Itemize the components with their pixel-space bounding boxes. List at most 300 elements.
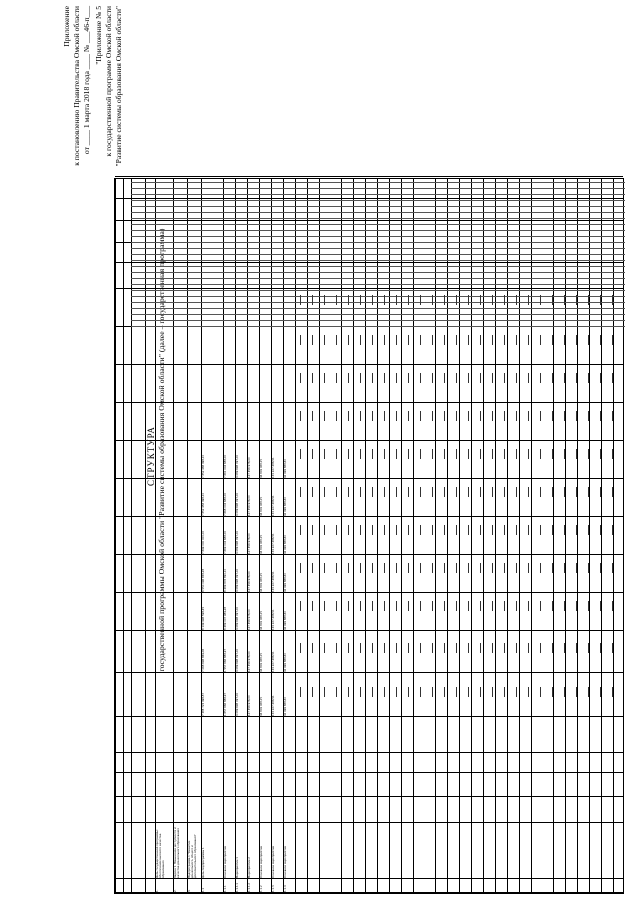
- cell-mark: [348, 525, 349, 535]
- cell-mark: [372, 687, 373, 697]
- cell-mark: [336, 563, 337, 573]
- cell-mark: [504, 411, 505, 421]
- cell-mark: [432, 487, 433, 497]
- row-value: 127 456 978,00: [248, 695, 251, 716]
- cell-mark: [600, 643, 601, 653]
- row-value: 127 456 978,00: [248, 457, 251, 478]
- cell-mark: [552, 601, 553, 611]
- row-name: Основное мероприятие: [260, 845, 263, 878]
- grid-hline: [319, 179, 320, 893]
- cell-mark: [348, 643, 349, 653]
- row-value: 8 149 998 598,45: [202, 606, 205, 630]
- cell-mark: [336, 525, 337, 535]
- cell-mark: [480, 601, 481, 611]
- row-value: 42 999 888,60: [284, 535, 287, 554]
- grid-vline-fine: [131, 308, 625, 309]
- grid-hline: [589, 179, 590, 893]
- row-value: 8 489 876 890,10: [224, 568, 227, 592]
- cell-mark: [540, 563, 541, 573]
- cell-mark: [576, 411, 577, 421]
- grid-hline: [553, 179, 554, 893]
- grid-vline-fine: [131, 314, 625, 315]
- grid-hline: [483, 179, 484, 893]
- grid-vline-fine: [131, 188, 625, 189]
- cell-mark: [516, 601, 517, 611]
- cell-mark: [360, 487, 361, 497]
- cell-mark: [444, 687, 445, 697]
- grid-hline: [565, 179, 566, 893]
- cell-mark: [324, 449, 325, 459]
- cell-mark: [612, 373, 613, 383]
- cell-mark: [408, 295, 409, 305]
- cell-mark: [348, 601, 349, 611]
- grid-hline: [459, 179, 460, 893]
- cell-mark: [480, 449, 481, 459]
- cell-mark: [312, 525, 313, 535]
- cell-mark: [480, 525, 481, 535]
- cell-mark: [408, 487, 409, 497]
- cell-mark: [312, 687, 313, 697]
- grid-hline: [145, 179, 146, 893]
- cell-mark: [516, 295, 517, 305]
- grid-hline: [507, 179, 508, 893]
- grid-vline-fine: [131, 266, 625, 267]
- grid-hline: [447, 179, 448, 893]
- cell-mark: [612, 335, 613, 345]
- cell-mark: [444, 295, 445, 305]
- cell-mark: [480, 563, 481, 573]
- cell-mark: [456, 525, 457, 535]
- cell-mark: [600, 487, 601, 497]
- row-name: Основное мероприятие: [272, 845, 275, 878]
- cell-mark: [552, 373, 553, 383]
- grid-vline-fine: [131, 182, 625, 183]
- grid-vline-fine: [131, 242, 625, 243]
- cell-mark: [384, 643, 385, 653]
- cell-mark: [600, 563, 601, 573]
- cell-mark: [480, 295, 481, 305]
- cell-mark: [576, 449, 577, 459]
- row-name: Основное мероприятие: [284, 845, 287, 878]
- grid-hline: [377, 179, 378, 893]
- cell-mark: [564, 411, 565, 421]
- structure-table: [114, 178, 624, 894]
- cell-mark: [600, 411, 601, 421]
- grid-vline-fine: [131, 320, 625, 321]
- cell-mark: [336, 373, 337, 383]
- cell-mark: [492, 335, 493, 345]
- cell-mark: [312, 449, 313, 459]
- grid-vline: [115, 716, 623, 717]
- cell-mark: [396, 525, 397, 535]
- cell-mark: [384, 525, 385, 535]
- cell-mark: [576, 335, 577, 345]
- cell-mark: [564, 525, 565, 535]
- row-value: 133 227 488,51: [272, 609, 275, 630]
- cell-mark: [492, 525, 493, 535]
- row-value: 44 809 068,15: [260, 497, 263, 516]
- row-value: 133 227 488,51: [272, 495, 275, 516]
- cell-mark: [504, 601, 505, 611]
- cell-mark: [360, 601, 361, 611]
- cell-mark: [348, 295, 349, 305]
- cell-mark: [492, 449, 493, 459]
- row-value: 7 852 488 498,10: [202, 454, 205, 478]
- cell-mark: [528, 643, 529, 653]
- cell-mark: [528, 687, 529, 697]
- cell-mark: [588, 335, 589, 345]
- grid-hline: [613, 179, 614, 893]
- cell-mark: [396, 373, 397, 383]
- cell-mark: [312, 411, 313, 421]
- grid-vline-fine: [131, 200, 625, 201]
- cell-mark: [456, 563, 457, 573]
- cell-mark: [468, 487, 469, 497]
- row-number: 2.: [174, 889, 177, 892]
- cell-mark: [384, 487, 385, 497]
- cell-mark: [300, 373, 301, 383]
- cell-mark: [324, 487, 325, 497]
- cell-mark: [528, 335, 529, 345]
- row-name: Мероприятие 2: [248, 857, 251, 878]
- cell-mark: [336, 687, 337, 697]
- cell-mark: [504, 563, 505, 573]
- cell-mark: [612, 411, 613, 421]
- cell-mark: [420, 449, 421, 459]
- cell-mark: [588, 525, 589, 535]
- grid-vline: [115, 630, 623, 631]
- cell-mark: [444, 373, 445, 383]
- row-value: 133 227 488,51: [272, 651, 275, 672]
- cell-mark: [540, 411, 541, 421]
- cell-mark: [324, 373, 325, 383]
- row-value: 4 089 698 097,00: [236, 648, 239, 672]
- cell-mark: [348, 687, 349, 697]
- cell-mark: [432, 411, 433, 421]
- cell-mark: [612, 601, 613, 611]
- cell-mark: [456, 643, 457, 653]
- cell-mark: [552, 411, 553, 421]
- row-value: 42 999 888,60: [284, 459, 287, 478]
- cell-mark: [324, 335, 325, 345]
- cell-mark: [384, 563, 385, 573]
- row-name: Подпрограмма 1 "Развитие дошкольного, общего и дополнительного образования": [188, 834, 197, 878]
- header-line-6: "Развитие системы образования Омской области": [114, 6, 123, 167]
- header-line-3: от ____ 1 марта 2018 года ____ № ___46-п___: [82, 6, 91, 155]
- cell-mark: [408, 449, 409, 459]
- cell-mark: [420, 563, 421, 573]
- row-number: 1.1.1.1: [236, 882, 239, 892]
- cell-mark: [372, 449, 373, 459]
- cell-mark: [336, 449, 337, 459]
- cell-mark: [552, 487, 553, 497]
- header-line-5: к государственной программе Омской области: [104, 6, 113, 157]
- cell-mark: [348, 563, 349, 573]
- cell-mark: [336, 487, 337, 497]
- cell-mark: [408, 335, 409, 345]
- cell-mark: [492, 411, 493, 421]
- grid-vline-fine: [131, 254, 625, 255]
- row-value: 42 999 888,60: [284, 697, 287, 716]
- grid-vline-fine: [131, 218, 625, 219]
- cell-mark: [528, 373, 529, 383]
- cell-mark: [528, 411, 529, 421]
- grid-vline: [115, 402, 623, 403]
- cell-mark: [600, 525, 601, 535]
- grid-hline: [471, 179, 472, 893]
- grid-hline: [495, 179, 496, 893]
- row-value: 4 089 698 097,00: [236, 454, 239, 478]
- cell-mark: [576, 643, 577, 653]
- row-value: 42 999 888,60: [284, 653, 287, 672]
- cell-mark: [372, 601, 373, 611]
- grid-vline-fine: [131, 212, 625, 213]
- cell-mark: [408, 373, 409, 383]
- cell-mark: [300, 643, 301, 653]
- row-value: 44 809 068,15: [260, 535, 263, 554]
- cell-mark: [600, 601, 601, 611]
- cell-mark: [516, 411, 517, 421]
- cell-mark: [360, 373, 361, 383]
- cell-mark: [432, 295, 433, 305]
- cell-mark: [384, 687, 385, 697]
- cell-mark: [528, 525, 529, 535]
- cell-mark: [444, 411, 445, 421]
- header-line-1: Приложение: [62, 6, 71, 47]
- cell-mark: [504, 335, 505, 345]
- cell-mark: [360, 643, 361, 653]
- row-value: 4 089 698 097,00: [236, 568, 239, 592]
- cell-mark: [384, 601, 385, 611]
- grid-vline: [115, 288, 623, 289]
- document-subtitle: государственной программы Омской области "Развитие системы образования Омской области" (далее – государственная программа): [157, 228, 166, 672]
- grid-vline-fine: [131, 296, 625, 297]
- cell-mark: [600, 687, 601, 697]
- cell-mark: [516, 525, 517, 535]
- cell-mark: [300, 563, 301, 573]
- cell-mark: [396, 563, 397, 573]
- cell-mark: [576, 525, 577, 535]
- grid-vline-fine: [131, 284, 625, 285]
- cell-mark: [300, 295, 301, 305]
- cell-mark: [348, 411, 349, 421]
- grid-hline: [365, 179, 366, 893]
- cell-mark: [348, 335, 349, 345]
- row-value: 42 999 888,60: [284, 611, 287, 630]
- cell-mark: [576, 373, 577, 383]
- cell-mark: [564, 295, 565, 305]
- cell-mark: [300, 335, 301, 345]
- cell-mark: [396, 687, 397, 697]
- cell-mark: [324, 411, 325, 421]
- row-value: 7 852 458 498,10: [202, 492, 205, 516]
- cell-mark: [552, 525, 553, 535]
- cell-mark: [480, 487, 481, 497]
- grid-vline-fine: [131, 194, 625, 195]
- cell-mark: [300, 411, 301, 421]
- cell-mark: [408, 643, 409, 653]
- cell-mark: [408, 563, 409, 573]
- cell-mark: [468, 449, 469, 459]
- cell-mark: [456, 449, 457, 459]
- cell-mark: [600, 373, 601, 383]
- cell-mark: [348, 373, 349, 383]
- row-number: 1.: [156, 889, 159, 892]
- cell-mark: [588, 411, 589, 421]
- cell-mark: [384, 373, 385, 383]
- cell-mark: [300, 687, 301, 697]
- header-line-4: "Приложение № 5: [94, 6, 103, 65]
- grid-hline: [173, 179, 174, 893]
- cell-mark: [360, 335, 361, 345]
- cell-mark: [396, 335, 397, 345]
- cell-mark: [360, 525, 361, 535]
- cell-mark: [528, 487, 529, 497]
- cell-mark: [456, 487, 457, 497]
- grid-vline-fine: [131, 302, 625, 303]
- row-value: 4 089 698 097,00: [236, 492, 239, 516]
- cell-mark: [540, 295, 541, 305]
- row-value: 4 089 698 097,00: [236, 692, 239, 716]
- row-number: 1.1.1: [224, 885, 227, 892]
- cell-mark: [588, 563, 589, 573]
- row-value: 1 657 666 888,97: [224, 692, 227, 716]
- header-line-2: к постановлению Правительства Омской области: [72, 6, 81, 166]
- cell-mark: [408, 687, 409, 697]
- cell-mark: [432, 563, 433, 573]
- grid-vline: [115, 262, 623, 263]
- row-name: Цель подпрограммы 1: [202, 847, 205, 878]
- cell-mark: [456, 335, 457, 345]
- cell-mark: [372, 411, 373, 421]
- cell-mark: [312, 487, 313, 497]
- cell-mark: [612, 295, 613, 305]
- grid-vline: [115, 672, 623, 673]
- cell-mark: [312, 601, 313, 611]
- document-title: СТРУКТУРА: [146, 426, 156, 486]
- cell-mark: [444, 525, 445, 535]
- cell-mark: [432, 525, 433, 535]
- grid-hline: [389, 179, 390, 893]
- row-number: 1.1.4: [284, 885, 287, 892]
- cell-mark: [468, 295, 469, 305]
- cell-mark: [432, 335, 433, 345]
- grid-vline-fine: [131, 260, 625, 261]
- cell-mark: [564, 601, 565, 611]
- grid-vline: [115, 440, 623, 441]
- grid-vline: [115, 772, 623, 773]
- cell-mark: [384, 295, 385, 305]
- grid-vline: [115, 516, 623, 517]
- cell-mark: [504, 295, 505, 305]
- cell-mark: [444, 335, 445, 345]
- cell-mark: [420, 643, 421, 653]
- cell-mark: [492, 601, 493, 611]
- cell-mark: [564, 563, 565, 573]
- cell-mark: [468, 601, 469, 611]
- cell-mark: [420, 525, 421, 535]
- cell-mark: [456, 411, 457, 421]
- cell-mark: [588, 687, 589, 697]
- row-value: 7 669 004 688,00: [224, 530, 227, 554]
- row-value: 7 668 004 688,00: [224, 492, 227, 516]
- cell-mark: [564, 449, 565, 459]
- row-number: 1.1.2: [260, 885, 263, 892]
- grid-hline: [519, 179, 520, 893]
- cell-mark: [612, 563, 613, 573]
- grid-vline-fine: [131, 272, 625, 273]
- cell-mark: [540, 687, 541, 697]
- cell-mark: [468, 643, 469, 653]
- grid-vline: [115, 478, 623, 479]
- cell-mark: [444, 643, 445, 653]
- cell-mark: [540, 449, 541, 459]
- row-name: Цель государственной программы: обеспечение высокого качества образования: [156, 829, 165, 878]
- cell-mark: [336, 601, 337, 611]
- grid-vline-fine: [131, 224, 625, 225]
- grid-vline: [115, 198, 623, 199]
- grid-vline-fine: [131, 206, 625, 207]
- cell-mark: [504, 487, 505, 497]
- cell-mark: [612, 643, 613, 653]
- row-value: 7 899 000 000,00: [202, 530, 205, 554]
- grid-vline: [115, 220, 623, 221]
- cell-mark: [420, 687, 421, 697]
- grid-vline: [115, 822, 623, 823]
- cell-mark: [300, 525, 301, 535]
- cell-mark: [444, 449, 445, 459]
- grid-hline: [577, 179, 578, 893]
- cell-mark: [456, 687, 457, 697]
- cell-mark: [528, 601, 529, 611]
- cell-mark: [456, 295, 457, 305]
- cell-mark: [516, 643, 517, 653]
- cell-mark: [468, 373, 469, 383]
- cell-mark: [312, 295, 313, 305]
- cell-mark: [324, 295, 325, 305]
- cell-mark: [348, 449, 349, 459]
- cell-mark: [372, 335, 373, 345]
- cell-mark: [600, 449, 601, 459]
- row-number: 1.1.3: [272, 885, 275, 892]
- cell-mark: [540, 335, 541, 345]
- grid-hline: [131, 179, 132, 893]
- cell-mark: [360, 411, 361, 421]
- row-name: Мероприятие 1: [236, 857, 239, 878]
- cell-mark: [336, 335, 337, 345]
- row-name: Основное мероприятие: [224, 845, 227, 878]
- cell-mark: [516, 335, 517, 345]
- cell-mark: [588, 295, 589, 305]
- cell-mark: [372, 563, 373, 573]
- row-value: 133 227 488,51: [272, 533, 275, 554]
- cell-mark: [540, 487, 541, 497]
- cell-mark: [396, 295, 397, 305]
- cell-mark: [552, 563, 553, 573]
- grid-vline: [115, 796, 623, 797]
- row-value: 44 809 068,15: [260, 653, 263, 672]
- row-value: 4 089 698 097,00: [236, 606, 239, 630]
- cell-mark: [312, 563, 313, 573]
- cell-mark: [420, 601, 421, 611]
- grid-vline-fine: [131, 230, 625, 231]
- grid-vline: [115, 554, 623, 555]
- cell-mark: [540, 373, 541, 383]
- grid-hline: [115, 179, 116, 893]
- cell-mark: [372, 643, 373, 653]
- grid-hline: [307, 179, 308, 893]
- grid-hline: [341, 179, 342, 893]
